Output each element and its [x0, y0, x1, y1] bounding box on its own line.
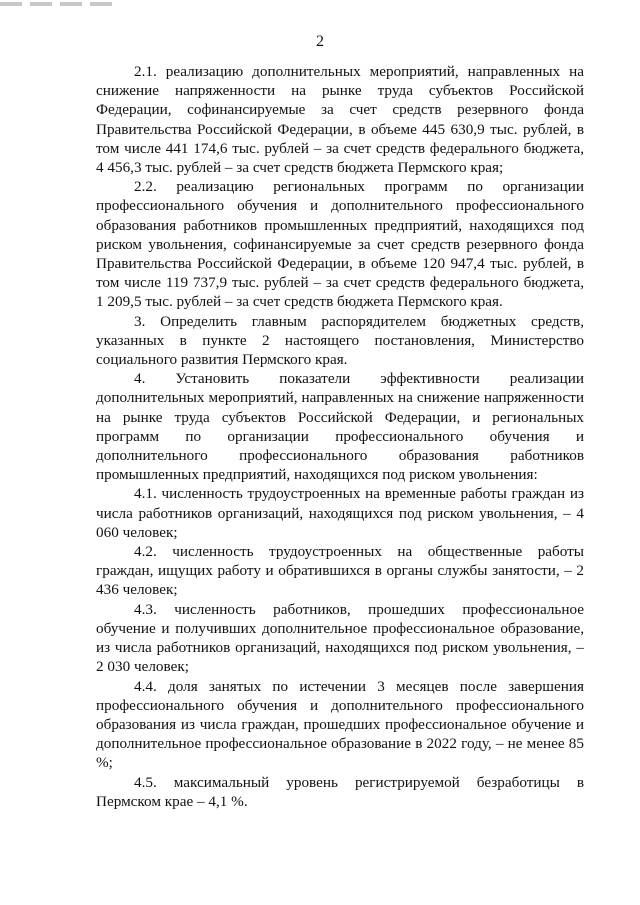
paragraph-4-3: 4.3. численность работников, прошедших профессиональное обучение и получивших дополнительное профессиональное образование, из числа работников организаций, находящихся под риском увольнения, – 2 030 человек; — [96, 600, 584, 676]
scan-artifact — [0, 2, 120, 6]
page-number: 2 — [316, 33, 324, 50]
paragraph-4-2: 4.2. численность трудоустроенных на общественные работы граждан, ищущих работу и обратившихся в органы службы занятости, – 2 436 человек; — [96, 543, 584, 599]
paragraph-2-1: 2.1. реализацию дополнительных мероприятий, направленных на снижение напряженности на рынке труда субъектов Российской Федерации, софинансируемые за счет средств резервного фонда Правительства Российской Федерации, в объеме 445 630,9 тыс. рублей, в том числе 441 174,6 тыс. рублей – за счет средств федерального бюджета, 4 456,3 тыс. рублей – за счет средств бюджета Пермского края; — [96, 63, 584, 177]
document-body — [96, 62, 584, 811]
paragraph-4-5: 4.5. максимальный уровень регистрируемой безработицы в Пермском крае – 4,1 %. — [96, 773, 584, 810]
paragraph-2-2: 2.2. реализацию региональных программ по организации профессионального обучения и дополнительного профессионального образования работников промышленных предприятий, находящихся под риском увольнения, софинансируемые за счет средств резервного фонда Правительства Российской Федерации, в объеме 120 947,4 тыс. рублей, в том числе 119 737,9 тыс. рублей – за счет средств федерального бюджета, 1 209,5 тыс. рублей – за счет средств бюджета Пермского края. — [96, 178, 584, 311]
paragraph-4-4: 4.4. доля занятых по истечении 3 месяцев после завершения профессионального обучения и дополнительного профессионального образования из числа граждан, прошедших профессиональное обучение и дополнительное профессиональное образование в 2022 году, – не менее 85 %; — [96, 677, 584, 772]
paragraph-4-1: 4.1. численность трудоустроенных на временные работы граждан из числа работников организаций, находящихся под риском увольнения, – 4 060 человек; — [96, 485, 584, 541]
paragraph-3: 3. Определить главным распорядителем бюджетных средств, указанных в пункте 2 настоящего постановления, Министерство социального развития Пермского края. — [96, 312, 584, 369]
paragraph-4: 4. Установить показатели эффективности реализации дополнительных мероприятий, направленных на снижение напряженности на рынке труда субъектов Российской Федерации, и региональных программ по организации профессионального обучения и дополнительного профессионального образования работников промышленных предприятий, находящихся под риском увольнения: — [96, 370, 584, 484]
